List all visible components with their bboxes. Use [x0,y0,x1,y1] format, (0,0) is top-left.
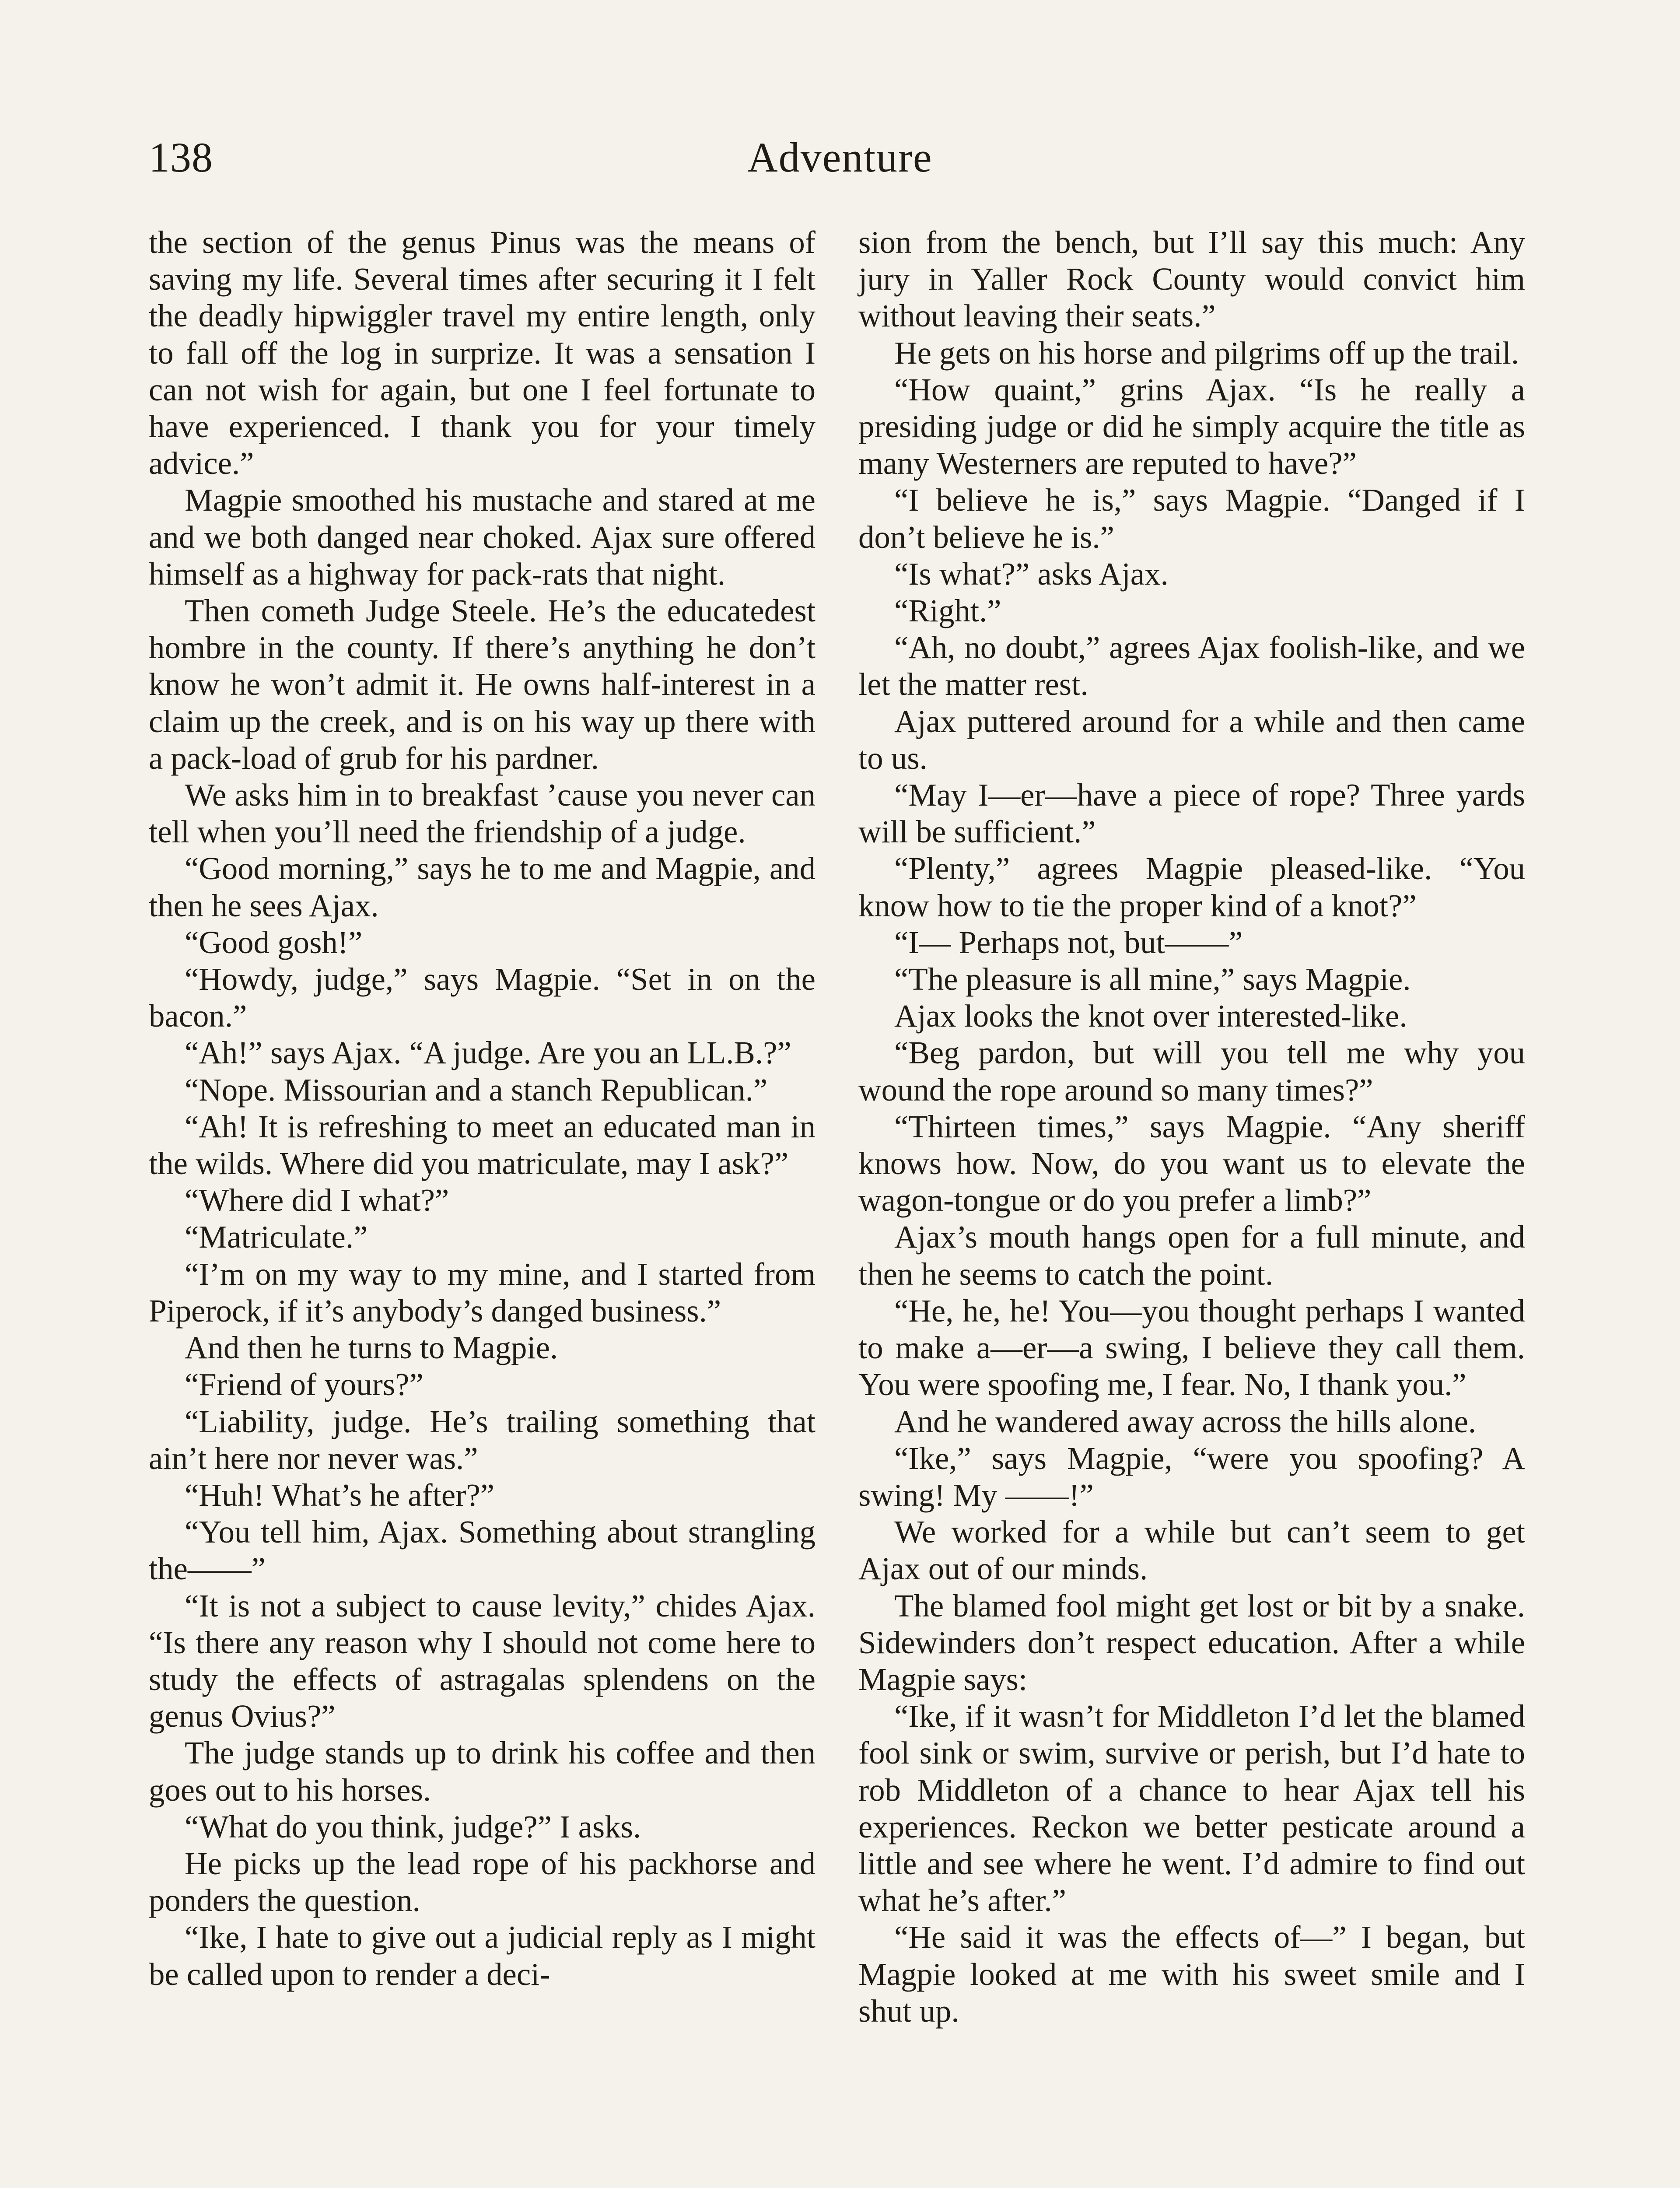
paragraph: And he wandered away across the hills alone. [894,1403,1477,1439]
paragraph: “Good gosh!” [185,924,363,960]
paragraph: “I— Perhaps not, but——” [894,924,1243,960]
paragraph: Ajax puttered around for a while and then came to us. [858,703,1525,776]
paragraph: He picks up the lead rope of his packhorse and ponders the question. [149,1845,816,1918]
paragraph: Ajax looks the knot over interested-like. [894,998,1407,1034]
paragraph: We worked for a while but can’t seem to get Ajax out of our minds. [858,1514,1525,1587]
paragraph: “Good morning,” says he to me and Magpie, and then he sees Ajax. [149,851,816,923]
page-header [149,127,1531,193]
paragraph: “The pleasure is all mine,” says Magpie. [894,961,1411,997]
paragraph: “I believe he is,” says Magpie. “Danged if I don’t believe he is.” [858,482,1525,555]
paragraph: And then he turns to Magpie. [185,1330,558,1366]
paragraph: “Plenty,” agrees Magpie pleased-like. “You know how to tie the proper kind of a knot?” [858,851,1525,923]
paragraph: “Right.” [894,593,1001,629]
paragraph: “Huh! What’s he after?” [185,1477,495,1513]
paragraph: “Thirteen times,” says Magpie. “Any sheriff knows how. Now, do you want us to elevate the wagon-tongue or do you prefer a limb?” [858,1108,1525,1218]
paragraph: “Matriculate.” [185,1219,368,1255]
paragraph: “Ah, no doubt,” agrees Ajax foolish-like, and we let the matter rest. [858,630,1525,702]
paragraph: “How quaint,” grins Ajax. “Is he really a presiding judge or did he simply acquire the title as many Westerners are reputed to have?” [858,372,1525,481]
paragraph: “It is not a subject to cause levity,” chides Ajax. “Is there any reason why I should not come here to study the effects of astragalas splendens on the genus Ovius?” [149,1588,816,1734]
paragraph: We asks him in to breakfast ’cause you never can tell when you’ll need the friendship of a judge. [149,777,816,850]
paragraph: “Ike,” says Magpie, “were you spoofing? A swing! My ——!” [858,1440,1525,1513]
paragraph: “He, he, he! You—you thought perhaps I wanted to make a—er—a swing, I believe they call them. You were spoofing me, I fear. No, I thank you.” [858,1293,1525,1403]
paragraph: Then cometh Judge Steele. He’s the educatedest hombre in the county. If there’s anything he don’t know he won’t admit it. He owns half-interest in a claim up the creek, and is on his way up there with a pack-load of grub for his pardner. [149,593,816,776]
paragraph: Ajax’s mouth hangs open for a full minute, and then he seems to catch the point. [858,1219,1525,1292]
paragraph: The judge stands up to drink his coffee and then goes out to his horses. [149,1735,816,1808]
paragraph: “Ike, if it wasn’t for Middleton I’d let the blamed fool sink or swim, survive or perish, but I’d hate to rob Middleton of a chance to hear Ajax tell his experiences. Reckon we better pesticate around a little and see where he went. I’d admire to find out what he’s after.” [858,1698,1525,1918]
paragraph: “Nope. Missourian and a stanch Republican.” [185,1072,768,1108]
paragraph: Magpie smoothed his mustache and stared at me and we both danged near choked. Ajax sure offered himself as a highway for pack-rats that night. [149,482,816,592]
paragraph: the section of the genus Pinus was the means of saving my life. Several times after securing it I felt the deadly hipwiggler travel my entire length, only to fall off the log in surprize. It was a sensation I can not wish for again, but one I feel fortunate to have experienced. I thank you for your timely advice.” [149,224,816,481]
paragraph: “Howdy, judge,” says Magpie. “Set in on the bacon.” [149,961,816,1034]
paragraph: “Is what?” asks Ajax. [894,556,1169,592]
paragraph: “Where did I what?” [185,1182,449,1218]
paragraph: “What do you think, judge?” I asks. [185,1809,641,1844]
paragraph: “Ike, I hate to give out a judicial reply as I might be called upon to render a deci- [149,1919,816,1992]
left-column [149,224,816,1993]
paragraph: “Ah! It is refreshing to meet an educated man in the wilds. Where did you matriculate, may I ask?” [149,1108,816,1182]
running-title: Adventure [747,134,933,181]
paragraph: “He said it was the effects of—” I began, but Magpie looked at me with his sweet smile and I shut up. [858,1919,1525,2029]
paragraph: “Beg pardon, but will you tell me why you wound the rope around so many times?” [858,1035,1525,1108]
paragraph: “Ah!” says Ajax. “A judge. Are you an LL.B.?” [185,1035,791,1071]
paragraph: “May I—er—have a piece of rope? Three yards will be sufficient.” [858,777,1525,850]
paragraph: “Liability, judge. He’s trailing something that ain’t here nor never was.” [149,1403,816,1476]
paragraph: “Friend of yours?” [185,1367,424,1403]
page-number: 138 [149,134,213,181]
paragraph: “I’m on my way to my mine, and I started from Piperock, if it’s anybody’s danged business.” [149,1256,816,1329]
paragraph: sion from the bench, but I’ll say this much: Any jury in Yaller Rock County would convict him without leaving their seats.” [858,224,1525,334]
right-column [858,224,1525,2030]
paragraph: “You tell him, Ajax. Something about strangling the——” [149,1514,816,1587]
paragraph: He gets on his horse and pilgrims off up the trail. [894,335,1519,371]
paragraph: The blamed fool might get lost or bit by a snake. Sidewinders don’t respect education. After a while Magpie says: [858,1588,1525,1697]
